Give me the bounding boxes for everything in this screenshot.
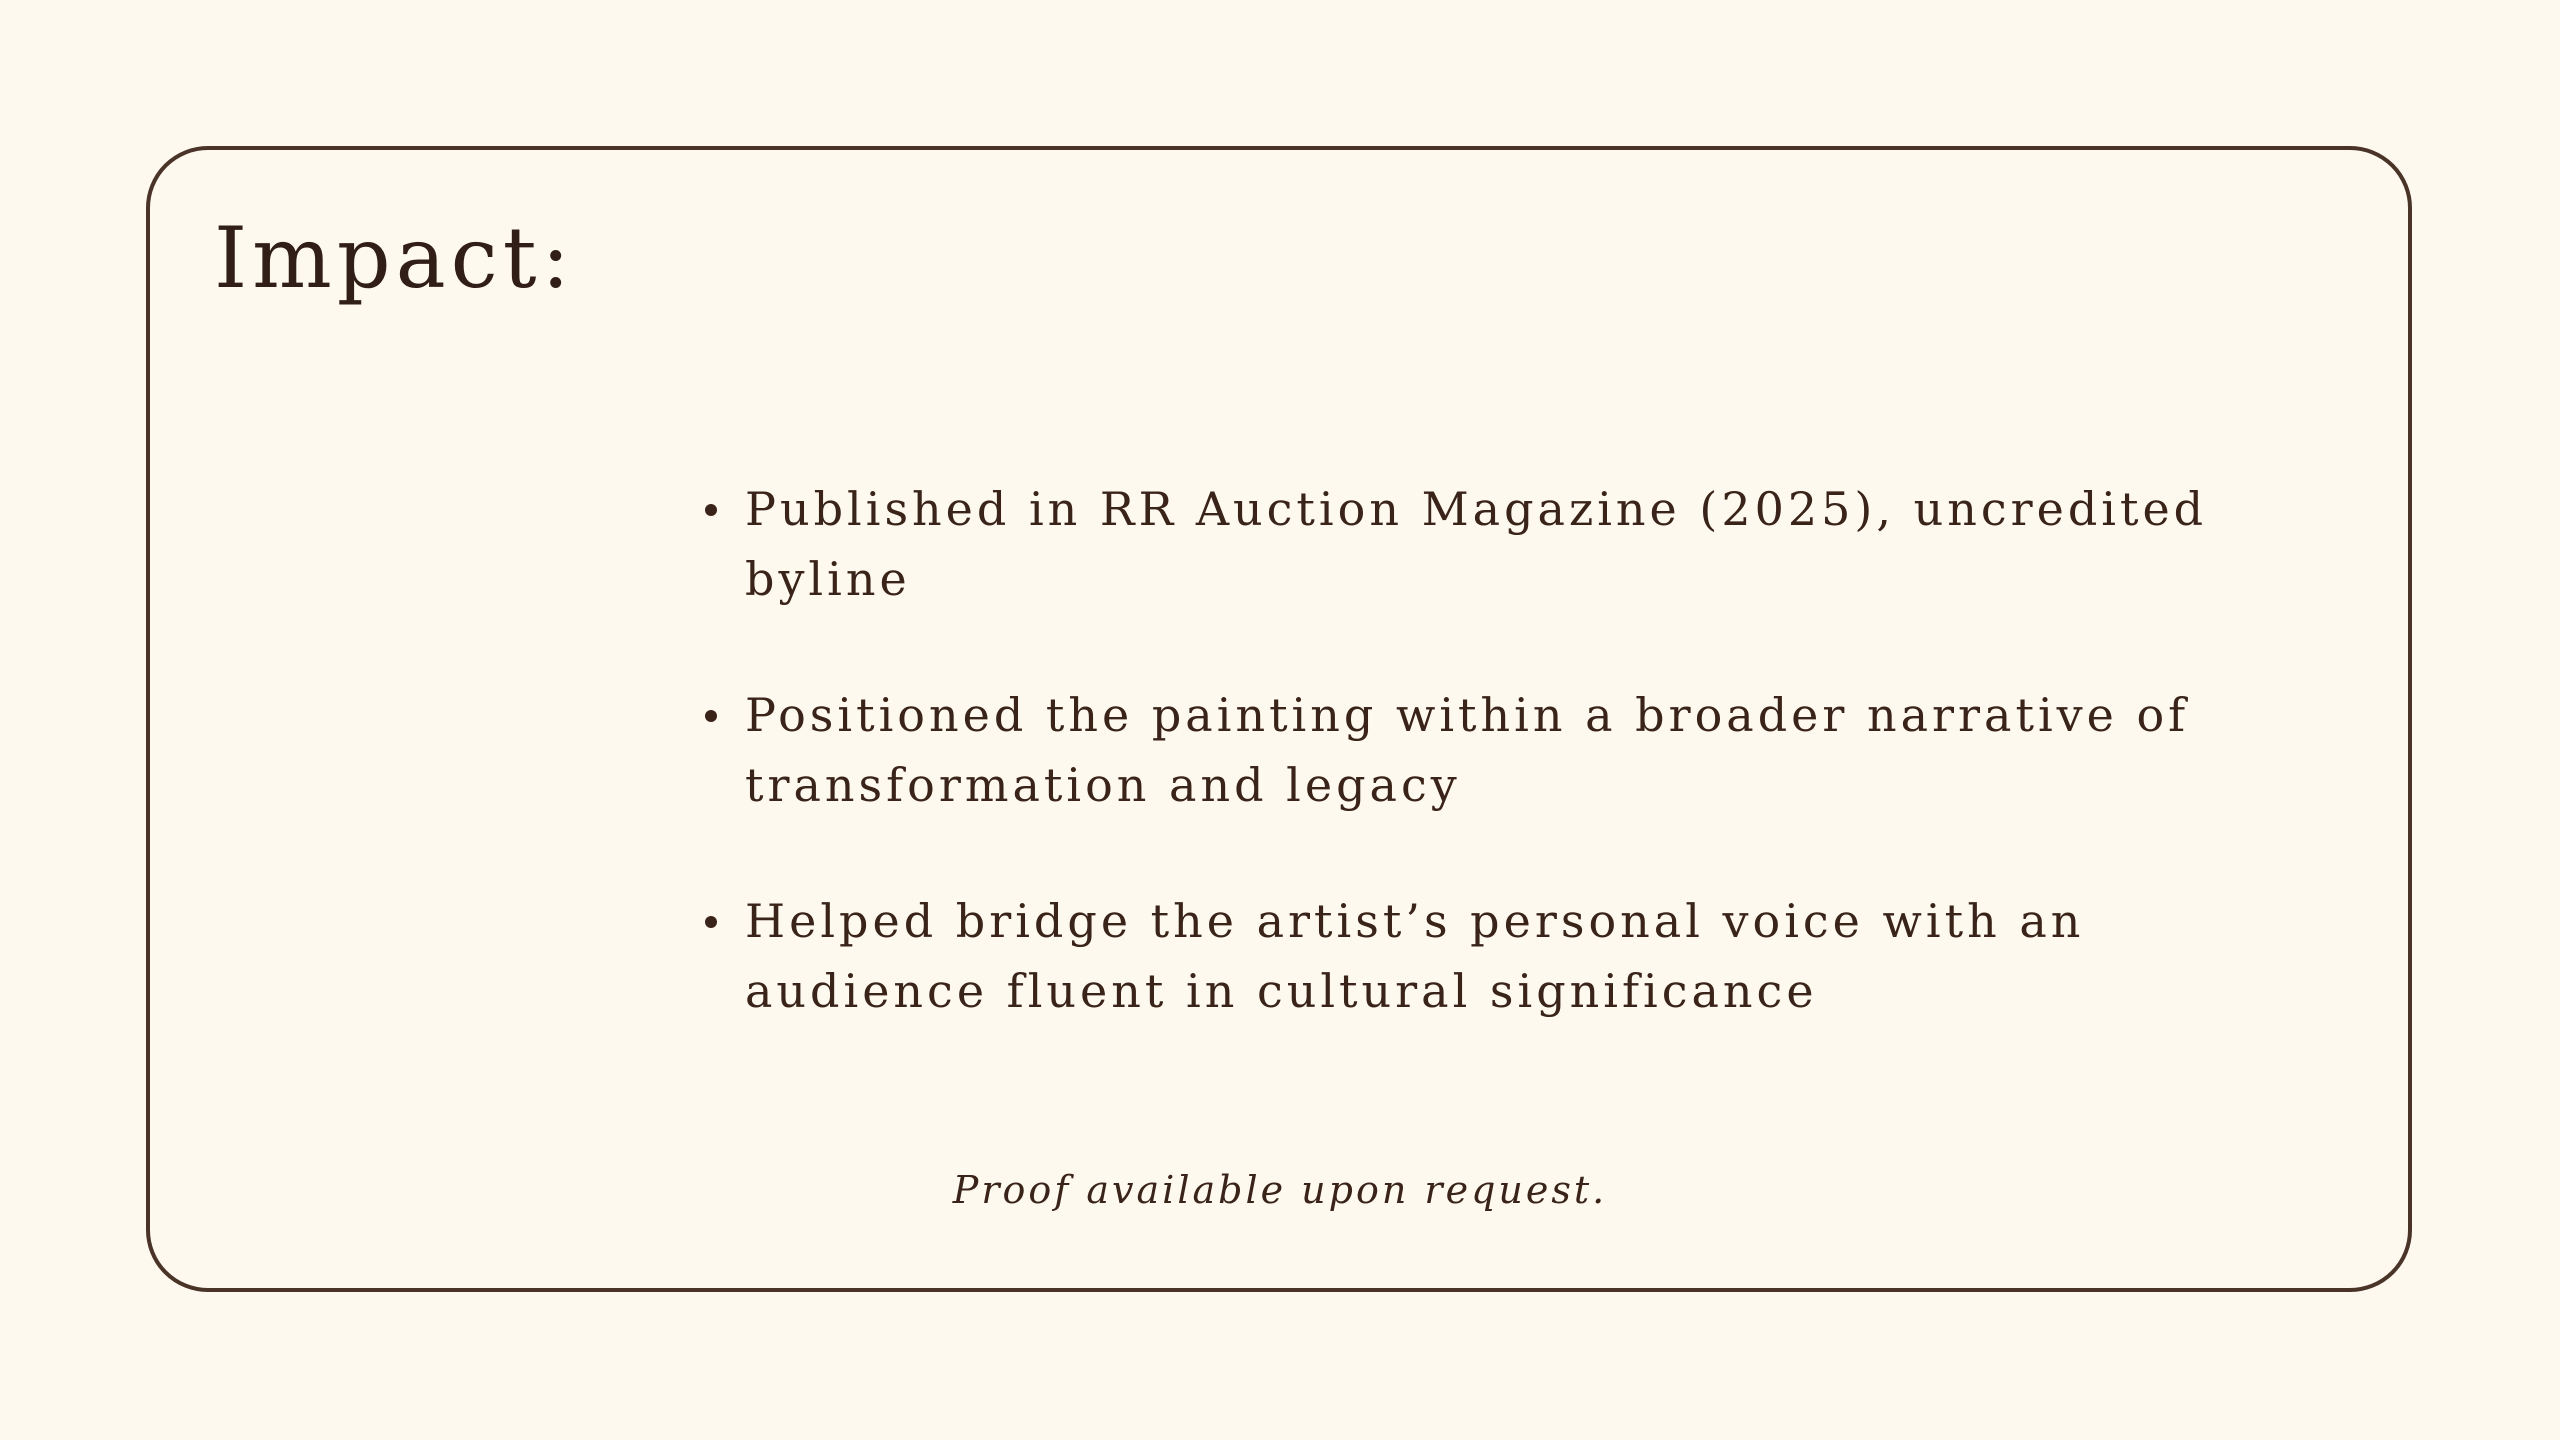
slide-title: Impact: <box>214 209 575 307</box>
impact-list <box>701 474 2311 1092</box>
impact-bullet-3: Helped bridge the artist’s personal voice with an audience fluent in cultural significance <box>701 886 2311 1026</box>
proof-note: Proof available upon request. <box>952 1168 1608 1212</box>
impact-bullet-2: Positioned the painting within a broader narrative of transformation and legacy <box>701 680 2311 820</box>
impact-bullet-1: Published in RR Auction Magazine (2025), uncredited byline <box>701 474 2311 614</box>
